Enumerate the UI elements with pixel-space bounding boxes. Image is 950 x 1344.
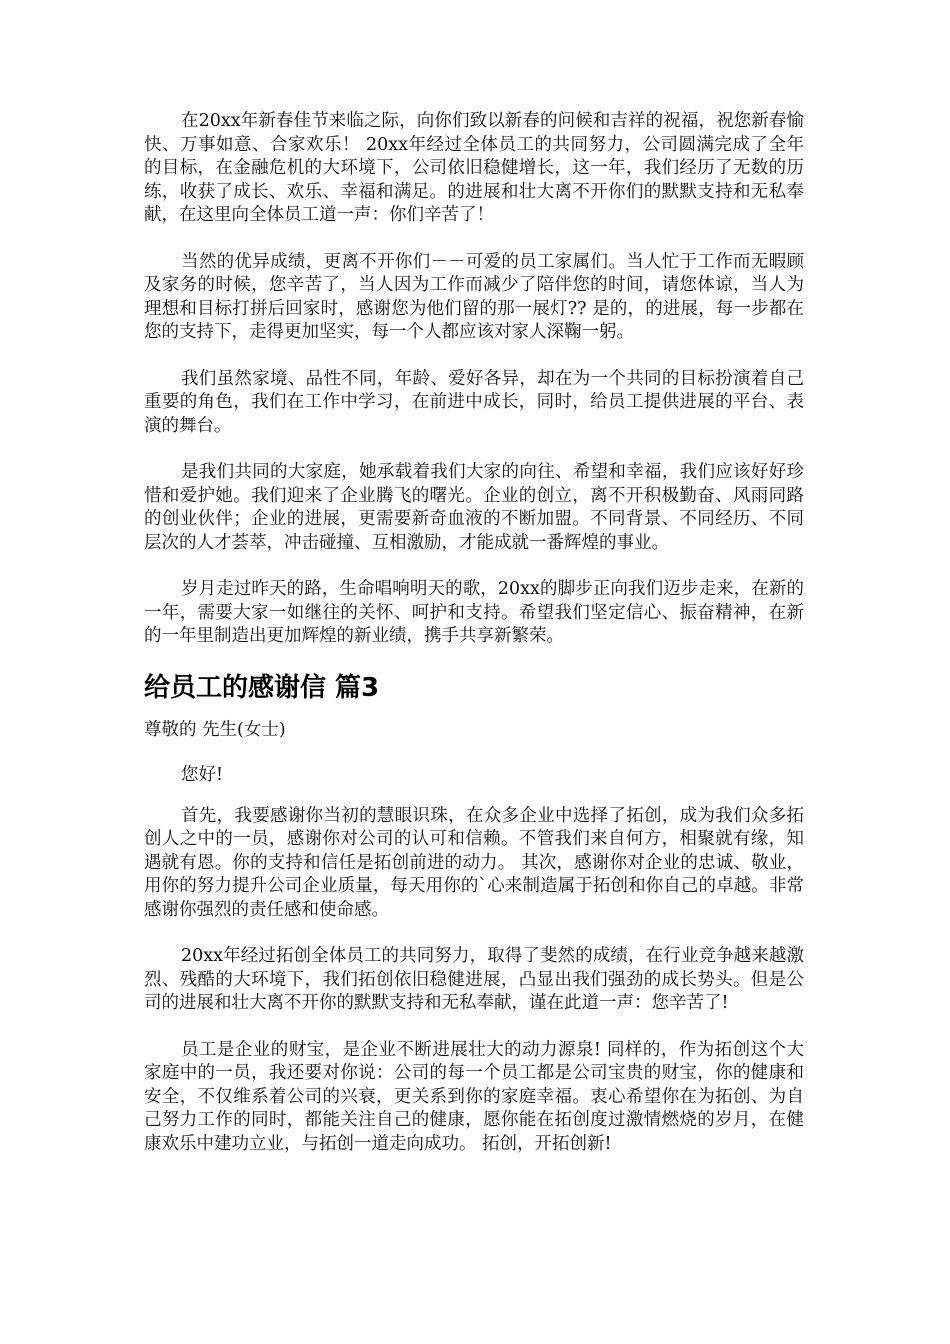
paragraph-shared-goal: 我们虽然家境、品性不同，年龄、爱好各异，却在为一个共同的目标扮演着自己重要的角色，我们在工作中学习，在前进中成长，同时，给员工提供进展的平台、表演的舞台。 (144, 368, 804, 436)
paragraph-new-year-hope: 岁月走过昨天的路，生命唱响明天的歌，20xx的脚步正向我们迈步走来，在新的一年，需要大家一如继往的关怀、呵护和支持。希望我们坚定信心、振奋精神，在新的一年里制造出更加辉煌的新业绩，携手共享新繁荣。 (144, 579, 804, 646)
paragraph-big-family: 是我们共同的大家庭，她承载着我们大家的向往、希望和幸福，我们应该好好珍惜和爱护她。我们迎来了企业腾飞的曙光。企业的创立，离不开积极勤奋、风雨同路的创业伙伴；企业的进展，更需要新奇血液的不断加盟。不同背景、不同经历、不同层次的人才荟萃，冲击碰撞、互相激励，才能成就一番辉煌的事业。 (144, 462, 804, 553)
letter-body (144, 110, 804, 1156)
paragraph-thanks-family: 当然的优异成绩，更离不开你们－－可爱的员工家属们。当人忙于工作而无暇顾及家务的时候，您辛苦了，当人因为工作而减少了陪伴您的时间，请您体谅，当人为理想和目标打拼后回家时，感谢您为他们留的那一展灯?? 是的，的进展，每一步都在您的支持下，走得更加坚实，每一个人都应该对家人深鞠一躬。 (144, 251, 804, 342)
paragraph-employee-treasure: 员工是企业的财宝，是企业不断进展壮大的动力源泉! 同样的，作为拓创这个大家庭中的一员，我还要对你说：公司的每一个员工都是公司宝贵的财宝，你的健康和安全，不仅维系着公司的兴衰，更关系到你的家庭幸福。衷心希望你在为拓创、为自己努力工作的同时，都能关注自己的健康，愿你能在拓创度过激情燃烧的岁月，在健康欢乐中建功立业，与拓创一道走向成功。 拓创，开拓创新! (144, 1039, 804, 1154)
paragraph-achievements: 20xx年经过拓创全体员工的共同努力，取得了斐然的成绩，在行业竞争越来越激烈、残酷的大环境下，我们拓创依旧稳健进展，凸显出我们强劲的成长势头。但是公司的进展和壮大离不开你的默默支持和无私奉献，谨在此道一声：您辛苦了! (144, 946, 804, 1013)
section-heading: 给员工的感谢信 篇3 (144, 672, 380, 703)
paragraph-thanks-choice: 首先，我要感谢你当初的慧眼识珠，在众多企业中选择了拓创，成为我们众多拓创人之中的一员，感谢你对公司的认可和信赖。不管我们来自何方，相聚就有缘，知遇就有恩。你的支持和信任是拓创前进的动力。 其次，感谢你对企业的忠诚、敬业，用你的努力提升公司企业质量，每天用你的`心来制造属于拓创和你自己的卓越。非常感谢你强烈的责任感和使命感。 (144, 805, 804, 920)
paragraph-new-year-greeting: 在20xx年新春佳节来临之际，向你们致以新春的问候和吉祥的祝福，祝您新春愉快、万事如意、合家欢乐！ 20xx年经过全体员工的共同努力，公司圆满完成了全年的目标，在金融危机的大环境下，公司依旧稳健增长，这一年，我们经历了无数的历练，收获了成长、欢乐、幸福和满足。的进展和壮大离不开你们的默默支持和无私奉献，在这里向全体员工道一声：你们辛苦了！ (144, 111, 804, 225)
greeting: 您好! (181, 765, 224, 785)
salutation: 尊敬的 先生(女士) (144, 719, 286, 740)
